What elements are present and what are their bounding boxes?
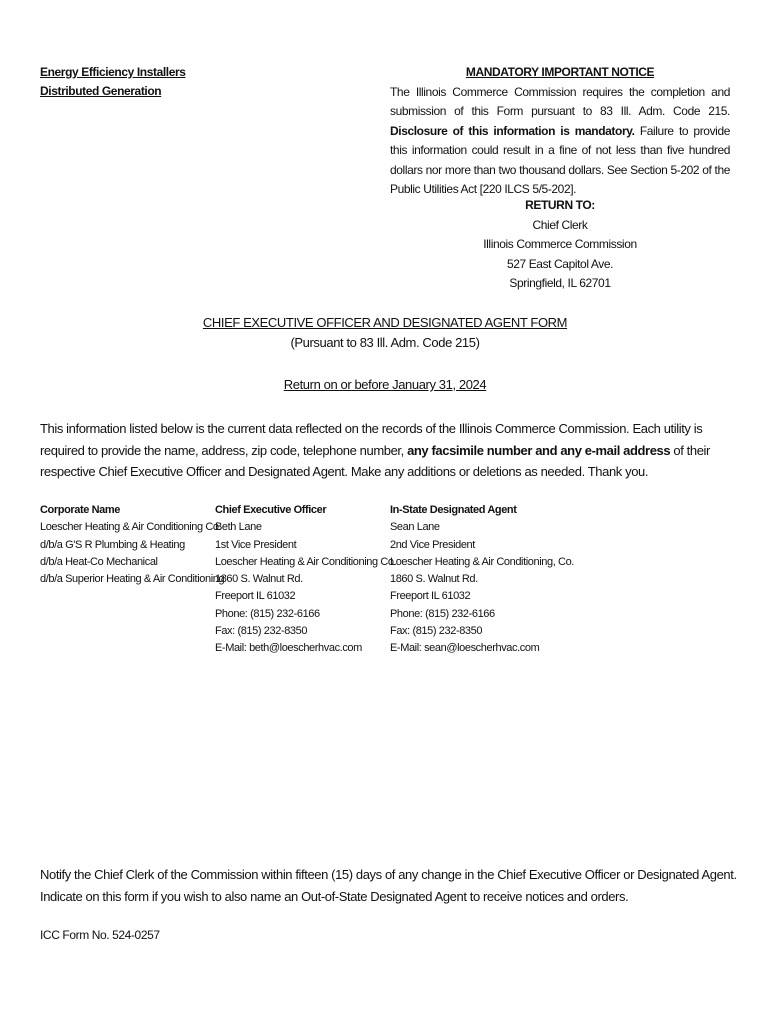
mandatory-notice bbox=[390, 63, 730, 200]
footer-instructions bbox=[40, 864, 737, 908]
notice-body bbox=[390, 83, 730, 200]
agent-header: In-State Designated Agent bbox=[390, 504, 517, 516]
notice-text-bold: Disclosure of this information is mandatory. bbox=[390, 123, 635, 138]
ceo-line: Phone: (815) 232-6166 bbox=[215, 607, 320, 620]
intro-text-1: This information listed below is the current data reflected on the records of the Illinois Commerce Commission. Each utility is required to provide the name, address, zip code, telephone number, bbox=[40, 421, 703, 458]
ceo-line: Fax: (815) 232-8350 bbox=[215, 625, 308, 638]
agent-line: 2nd Vice President bbox=[390, 538, 475, 551]
footer-line-1: Notify the Chief Clerk of the Commission within fifteen (15) days of any change in the Chief Executive Officer or Designated Agent. bbox=[40, 867, 737, 882]
form-subtitle: (Pursuant to 83 Ill. Adm. Code 215) bbox=[290, 335, 480, 350]
form-title: CHIEF EXECUTIVE OFFICER AND DESIGNATED AGENT FORM bbox=[202, 315, 568, 330]
designated-agent-column bbox=[390, 502, 574, 658]
corporate-name-line: d/b/a Superior Heating & Air Conditioning bbox=[40, 573, 225, 586]
corporate-name-header: Corporate Name bbox=[40, 504, 120, 516]
form-title-block bbox=[0, 313, 770, 353]
category-line-2: Distributed Generation bbox=[40, 84, 162, 98]
ceo-header: Chief Executive Officer bbox=[215, 504, 327, 516]
intro-paragraph bbox=[40, 418, 730, 483]
agent-line: Fax: (815) 232-8350 bbox=[390, 625, 483, 638]
agent-line: Phone: (815) 232-6166 bbox=[390, 607, 495, 620]
agent-line: Sean Lane bbox=[390, 521, 440, 534]
ceo-line: Loescher Heating & Air Conditioning Co. bbox=[215, 555, 397, 568]
return-address bbox=[390, 196, 730, 294]
ceo-line: Beth Lane bbox=[215, 521, 262, 534]
ceo-line: 1860 S. Walnut Rd. bbox=[215, 573, 303, 586]
return-line: Chief Clerk bbox=[532, 217, 588, 232]
return-line: Springfield, IL 62701 bbox=[509, 276, 611, 290]
form-deadline: Return on or before January 31, 2024 bbox=[283, 377, 487, 392]
intro-text-2: of their respective Chief Executive Officer and Designated Agent. Make any additions or deletions as needed. Thank you. bbox=[40, 442, 710, 479]
ceo-column bbox=[215, 502, 396, 658]
intro-text-bold: any facsimile number and any e-mail address bbox=[407, 442, 671, 458]
agent-line: Loescher Heating & Air Conditioning, Co. bbox=[390, 555, 574, 568]
category-line-1: Energy Efficiency Installers bbox=[40, 65, 186, 79]
category-heading bbox=[40, 63, 186, 101]
corporate-name-line: d/b/a G'S R Plumbing & Heating bbox=[40, 538, 185, 551]
notice-title: MANDATORY IMPORTANT NOTICE bbox=[465, 65, 655, 79]
form-number: ICC Form No. 524-0257 bbox=[40, 928, 160, 942]
agent-line: Freeport IL 61032 bbox=[390, 590, 471, 603]
return-line: 527 East Capitol Ave. bbox=[506, 256, 614, 271]
notice-text-1: The Illinois Commerce Commission requires the completion and submission of this Form pursuant to 83 Ill. Adm. Code 215. bbox=[390, 84, 730, 118]
agent-line: 1860 S. Walnut Rd. bbox=[390, 573, 478, 586]
ceo-line: 1st Vice President bbox=[215, 538, 297, 551]
agent-email: E-Mail: sean@loescherhvac.com bbox=[390, 642, 540, 655]
notice-text-2: Failure to provide this information could result in a fine of not less than five hundred dollars nor more than two thousand dollars. See Section 5-202 of the Public Utilities Act [220 ILCS 5/5-202]. bbox=[390, 123, 730, 196]
corporate-name-line: Loescher Heating & Air Conditioning Co. bbox=[40, 521, 222, 534]
corporate-name-line: d/b/a Heat-Co Mechanical bbox=[40, 555, 158, 568]
return-line: Illinois Commerce Commission bbox=[483, 237, 637, 251]
corporate-name-column bbox=[40, 502, 224, 588]
footer-line-2: Indicate on this form if you wish to also name an Out-of-State Designated Agent to receive notices and orders. bbox=[40, 889, 629, 904]
ceo-line: Freeport IL 61032 bbox=[215, 590, 296, 603]
return-label: RETURN TO: bbox=[525, 198, 595, 212]
ceo-email: E-Mail: beth@loescherhvac.com bbox=[215, 642, 362, 655]
